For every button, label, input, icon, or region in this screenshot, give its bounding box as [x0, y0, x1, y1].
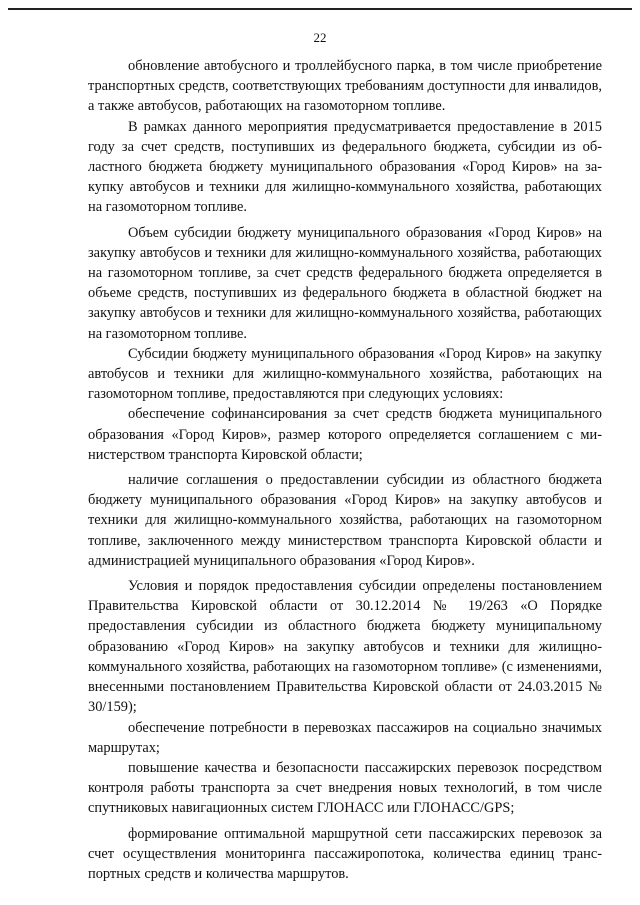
paragraph-4: Субсидии бюджету муниципального образования «Город Киров» на закупку автобусов и техники для жилищно-коммунального хозяйства, работающих на газомоторном топливе, предоставляются при следующих условиях: — [88, 345, 602, 403]
paragraph-9: повышение качества и безопасности пассажирских перевозок посредством контроля работы транспорта за счет внедрения новых технологий, в том числе спутниковых навигационных систем ГЛОНАСС или ГЛОНАСС/GPS; — [88, 759, 602, 817]
page-number: 22 — [313, 30, 327, 45]
paragraph-10: формирование оптимальной маршрутной сети пассажирских перевозок за счет осуществления мониторинга пассажиропотока, количества единиц транспортных средств и количества маршрутов. — [88, 825, 602, 882]
paragraph-7: Условия и порядок предоставления субсидии определены постановлением Правительства Кировской области от 30.12.2014 № 19/263 «О Порядке предоставления субсидии из областного бюджета бюджету муниципальному образованию «Город Киров» на закупку автобусов и техники для жилищно-коммунального хозяйства, работающих на газомоторном топливе» (с изменениями, внесенными постановлением Правительства Кировской области от 24.03.2015 № 30/159); — [88, 578, 602, 716]
paragraph-8: обеспечение потребности в перевозках пассажиров на социально значимых маршрутах; — [88, 719, 602, 756]
paragraph-1: обновление автобусного и троллейбусного парка, в том числе приобретение транспортных средств, соответствующих требованиям доступности для инвалидов, а также автобусов, работающих на газомоторном топливе. — [88, 58, 603, 115]
paragraph-2: В рамках данного мероприятия предусматривается предоставление в 2015 году за счет средств, поступивших из федерального бюджета, субсидии из областного бюджета бюджету муниципального образования «Город Киров» на закупку автобусов и техники для жилищно-коммунального хозяйства, работающих на газомоторном топливе. — [88, 118, 602, 216]
paragraph-3: Объем субсидии бюджету муниципального образования «Город Киров» на закупку автобусов и техники для жилищно-коммунального хозяйства, работающих на газомоторном топливе, за счет средств федерального бюджета определяется в объеме средств, поступивших из федерального бюджета в областной бюджет на закупку автобусов и техники для жилищно-коммунального хозяйства, работающих на газомоторном топливе. — [88, 224, 602, 342]
page-top-border — [8, 8, 632, 10]
paragraph-5: обеспечение софинансирования за счет средств бюджета муниципального образования «Город Киров», размер которого определяется соглашением с министерством транспорта Кировской области; — [88, 406, 602, 463]
paragraph-6: наличие соглашения о предоставлении субсидии из областного бюджета бюджету муниципального образования «Город Киров» на закупку автобусов и техники для жилищно-коммунального хозяйства, работающих на газомоторном топливе, заключенного между министерством транспорта Кировской области и администрацией муниципального образования «Город Киров». — [88, 472, 602, 569]
document-body — [88, 56, 602, 884]
